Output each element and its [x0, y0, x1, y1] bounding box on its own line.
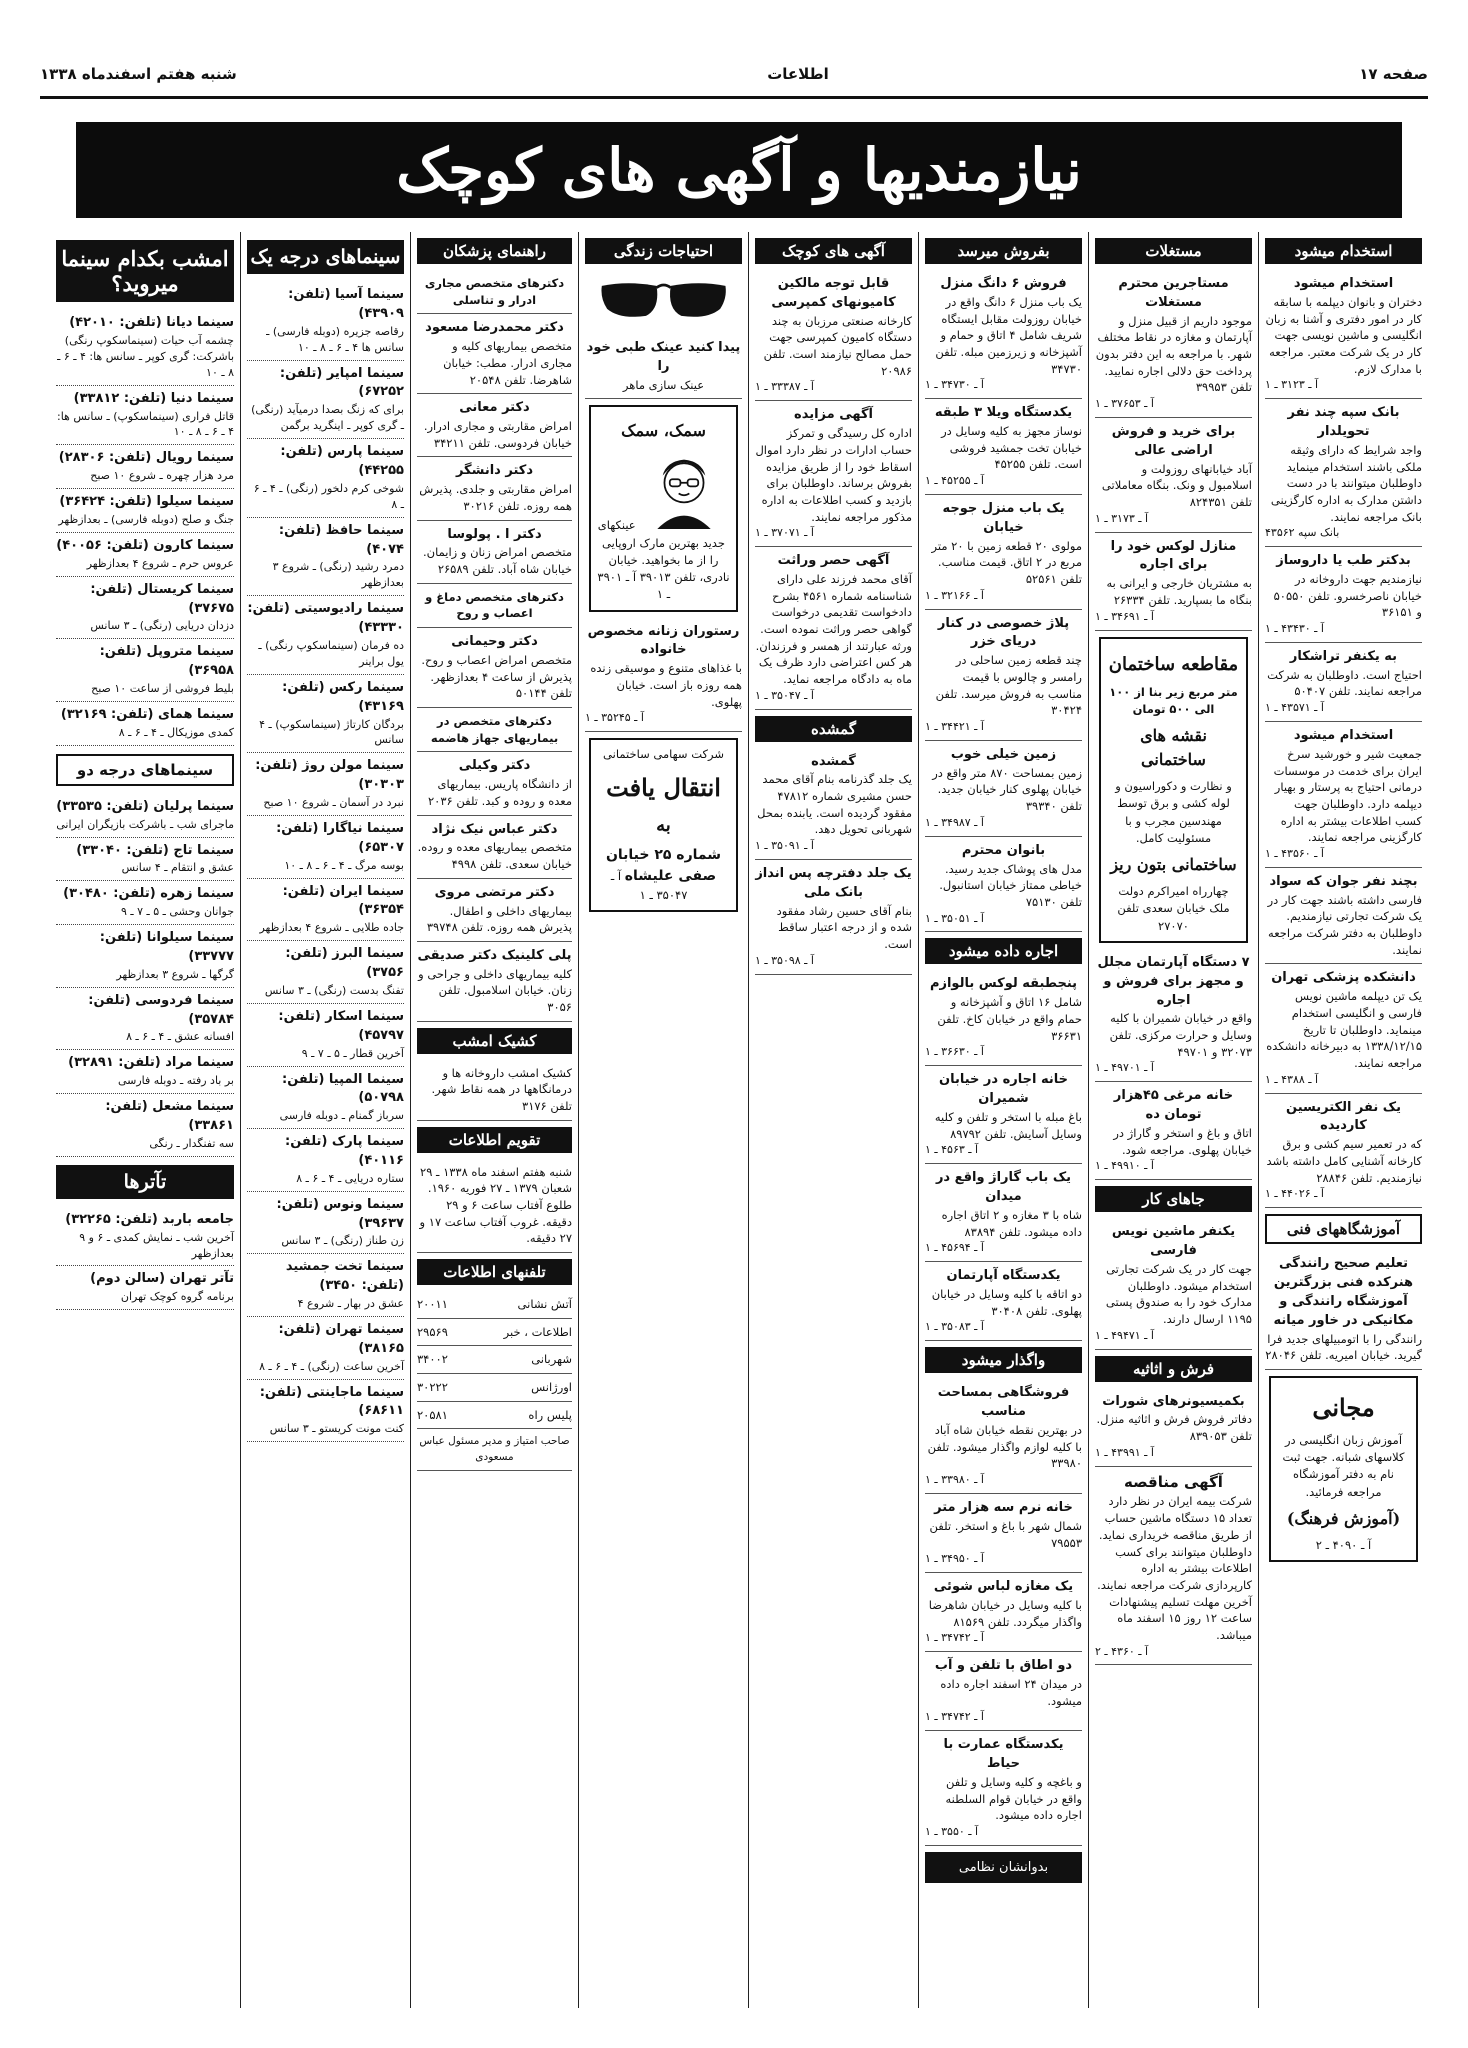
- ad-item: خانه نرم سه هزار متر شمال شهر با باغ و استخر. تلفن ۷۹۵۵۳ آ ـ ۳۴۹۵۰ ـ ۱: [925, 1494, 1082, 1573]
- cinema-section-title: سینماهای درجه دو: [56, 754, 234, 786]
- cinema-listing: سینما تخت جمشید (تلفن: ۳۴۵۰) عشق در بهار ـ شروع ۴: [247, 1254, 404, 1317]
- ad-item: یک باب منزل جوجه خیابان مولوی ۲۰ قطعه زمین با ۲۰ متر مربع در ۲ اتاق. قیمت مناسب. تلفن ۵۲۵۶۱ آ ـ ۳۲۱۶۶ ـ ۱: [925, 495, 1082, 610]
- column-life-needs: [578, 232, 748, 2008]
- ad-columns: [40, 232, 1428, 2008]
- section-heading: گمشده: [755, 716, 912, 742]
- ad-item: یکدستگاه ویلا ۳ طبقه نوساز مجهز به کلیه وسایل در خیابان تخت جمشید فروشی است. تلفن ۴۵۲۵۵ آ ـ ۴۵۲۵۵ ـ ۱: [925, 399, 1082, 495]
- optician-ad-box: سمک، سمک عینکهای جدید بهترین مارک اروپایی را از ما بخواهید. خیابان نادری، تلفن ۳۹۰۱۳ آ ـ ۳۹۰۱ ـ ۱: [589, 405, 738, 611]
- phone-row: پلیس راه ۲۰۵۸۱: [417, 1402, 572, 1430]
- paper-name: اطلاعات: [767, 65, 829, 83]
- cinema-listing: سینما ونوس (تلفن: ۳۹۶۳۷) زن طناز (رنگی) ـ ۳ سانس: [247, 1192, 404, 1255]
- ad-item: زمین خیلی خوب زمین بمساحت ۸۷۰ متر واقع در خیابان پهلوی کنار خیابان جدید. تلفن ۳۹۳۴۰ آ ـ ۳۴۹۸۷ ـ ۱: [925, 741, 1082, 837]
- cinema-listing: سینما نیاگارا (تلفن: ۶۵۳۰۷) بوسه مرگ ـ ۴ ـ ۶ ـ ۸ ـ ۱۰: [247, 816, 404, 879]
- cinema-listing: سینما المپیا (تلفن: ۵۰۷۹۸) سرباز گمنام ـ دوبله فارسی: [247, 1067, 404, 1130]
- column-heading: آگهی های کوچک: [755, 238, 912, 264]
- ad-item: یکدستگاه عمارت با حیاط و باغچه و کلیه وسایل و تلفن واقع در خیابان قوام السلطنه اجاره داده میشود. آ ـ ۳۵۵۰ ـ ۱: [925, 1731, 1082, 1846]
- doctor-item: دکتر دانشگر امراض مقاربتی و جلدی. پذیرش همه روزه. تلفن ۳۰۲۱۶: [417, 457, 572, 520]
- page-header: [40, 62, 1428, 86]
- ad-item: یکدستگاه آپارتمان دو اتاقه با کلیه وسایل در خیابان پهلوی. تلفن ۳۰۴۰۸ آ ـ ۳۵۰۸۳ ـ ۱: [925, 1262, 1082, 1341]
- ad-item: آگهی حصر وراثت آقای محمد فرزند علی دارای شناسنامه شماره ۴۵۶۱ بشرح دادخواست تقدیمی درخواست گواهی حصر وراثت نموده است. ورثه عبارتند از همسر و فرزندان. هر کس اعتراضی دارد ظرف یک ماه به دادگاه مراجعه نماید. آ ـ ۳۵۰۴۷ ـ ۱: [755, 547, 912, 709]
- cinema-listing: سینما رادیوسیتی (تلفن: ۴۳۳۳۰) ده فرمان (سینماسکوپ رنگی) ـ یول براینر: [247, 596, 404, 675]
- doctor-item: دکتر وحیمانی متخصص امراض اعصاب و روح. پذیرش از ساعت ۴ بعدازظهر. تلفن ۵۰۱۴۴: [417, 628, 572, 708]
- column-small-ads: [748, 232, 918, 2008]
- cinema-listing: سینما فردوسی (تلفن: ۳۵۷۸۴) افسانه عشق ـ ۴ ـ ۶ ـ ۸: [56, 988, 234, 1051]
- cinema-listing: سینما امپایر (تلفن: ۶۷۲۵۲) برای که زنگ بصدا درمیآید (رنگی) ـ گری کوپر ـ اینگرید برگمن: [247, 361, 404, 440]
- ad-item: بانک سپه چند نفر تحویلدار واجد شرایط که دارای وثیقه ملکی باشند استخدام مینماید داوطلبان میتوانند با در دست داشتن مدارک به اداره کارگزینی بانک مراجعه نمایند. بانک سپه ۴۳۵۶۲: [1265, 399, 1422, 547]
- ad-item: بکمیسیونرهای شورات دفاتر فروش فرش و اثاثیه منزل. تلفن ۸۳۹۰۵۳ آ ـ ۴۳۹۹۱ ـ ۱: [1095, 1388, 1252, 1467]
- section-subheading: دکترهای متخصص مجاری ادرار و تناسلی: [417, 270, 572, 314]
- section-heading: واگذار میشود: [925, 1347, 1082, 1373]
- ad-item: استخدام میشود جمعیت شیر و خورشید سرخ ایران برای خدمت در موسسات درمانی احتیاج به پرستار و بهیار دیپلمه دارد. داوطلبان جهت کسب اطلاعات بیشتر به اداره کارگزینی مراجعه نمایند. آ ـ ۴۳۵۶۰ ـ ۱: [1265, 722, 1422, 868]
- cinema-listing: سینما رکس (تلفن: ۴۳۱۶۹) بردگان کارتاژ (سینماسکوپ) ـ ۴ سانس: [247, 675, 404, 754]
- doctor-item: دکتر محمدرضا مسعود متخصص بیماریهای کلیه و مجاری ادرار. مطب: خیابان شاهرضا. تلفن ۲۰۵۴۸: [417, 314, 572, 394]
- main-banner: [76, 122, 1402, 218]
- ad-item: مستاجرین محترم مستغلات موجود داریم از قبیل منزل و آپارتمان و مغازه در نقاط مختلف شهر. با مراجعه به این دفتر بدون پرداخت حق دلالی اجاره نمایید. تلفن ۳۹۹۵۳ آ ـ ۳۷۶۵۳ ـ ۱: [1095, 270, 1252, 418]
- cinema-listing: سینما حافظ (تلفن: ۴۰۷۴) دمرد رشید (رنگی) ـ شروع ۳ بعدازظهر: [247, 518, 404, 597]
- page-number: صفحه ۱۷: [1359, 65, 1428, 83]
- column-real-estate: [1088, 232, 1258, 2008]
- column-employment: [1258, 232, 1428, 2008]
- ad-item: دانشکده پزشکی تهران یک تن دیپلمه ماشین نویس فارسی و انگلیسی استخدام مینماید. داوطلبان تا تاریخ ۱۳۳۸/۱۲/۱۵ به دبیرخانه دانشکده مراجعه نمایند. آ ـ ۴۳۸۸ ـ ۱: [1265, 964, 1422, 1093]
- section-subheading: دکترهای متخصص در بیماریهای جهاز هاضمه: [417, 708, 572, 752]
- section-heading: تقویم اطلاعات: [417, 1127, 572, 1153]
- ad-item: بدکتر طب یا داروساز نیازمندیم جهت داروخانه در خیابان ناصرخسرو. تلفن ۵۰۵۵۰ و ۳۶۱۵۱ آ ـ ۴۳۴۳۰ ـ ۱: [1265, 547, 1422, 643]
- phone-row: اورژانس ۳۰۲۲۲: [417, 1374, 572, 1402]
- eyeglasses-icon: [593, 270, 734, 330]
- cinema-listing: سینما اسکار (تلفن: ۴۵۷۹۷) آخرین قطار ـ ۵ ـ ۷ ـ ۹: [247, 1004, 404, 1067]
- theater-section-title: تآترها: [56, 1165, 234, 1199]
- ad-item: دو اطاق با تلفن و آب در میدان ۲۴ اسفند اجاره داده میشود. آ ـ ۳۴۷۴۲ ـ ۱: [925, 1652, 1082, 1731]
- ad-item: برای خرید و فروش اراضی عالی آباد خیابانهای روزولت و اسلامبول و ونک. بنگاه معاملاتی تلفن ۸۲۴۳۵۱ آ ـ ۳۱۷۳ ـ ۱: [1095, 418, 1252, 533]
- ad-item: یک مغازه لباس شوئی با کلیه وسایل در خیابان شاهرضا واگذار میگردد. تلفن ۸۱۵۶۹ آ ـ ۳۴۷۴۲ ـ ۱: [925, 1573, 1082, 1652]
- ad-item: تعلیم صحیح رانندگی هنرکده فنی بزرگترین آموزشگاه رانندگی و مکانیکی در خاور میانه رانندگی را با اتومبیلهای جدید فرا گیرید. خیابان امیریه. تلفن ۲۸۰۴۶: [1265, 1250, 1422, 1370]
- column-heading: مستغلات: [1095, 238, 1252, 264]
- cinema-listing: سینما ماجاینتی (تلفن: ۶۸۶۱۱) کنت مونت کریستو ـ ۳ سانس: [247, 1380, 404, 1443]
- ad-item: پیدا کنید عینک طبی خود را عینک سازی ماهر: [585, 334, 742, 399]
- ad-item: یک باب گاراژ واقع در میدان شاه با ۳ مغازه و ۲ اتاق اجاره داده میشود. تلفن ۸۳۸۹۴ آ ـ ۴۵۶۹۴ ـ ۱: [925, 1164, 1082, 1262]
- night-duty-text: کشیک امشب داروخانه ها و درمانگاهها در همه نقاط شهر. تلفن ۳۱۷۶: [417, 1060, 572, 1121]
- doctor-item: دکتر معانی امراض مقاربتی و مجاری ادرار. خیابان فردوسی. تلفن ۳۴۲۱۱: [417, 394, 572, 457]
- section-heading: کشیک امشب: [417, 1028, 572, 1054]
- cinema-listing: سینما کارون (تلفن: ۴۰۰۵۶) عروس حرم ـ شروع ۴ بعدازظهر: [56, 533, 234, 577]
- ad-item: بچند نفر جوان که سواد فارسی داشته باشند جهت کار در یک شرکت تجارتی نیازمندیم. داوطلبان به دفتر شرکت مراجعه نمایند.: [1265, 868, 1422, 965]
- relocation-notice: شرکت سهامی ساختمانی انتقال یافت به شماره ۲۵ خیابان صفی علیشاه آ ـ ۳۵۰۴۷ ـ ۱: [589, 738, 738, 912]
- column-heading: استخدام میشود: [1265, 238, 1422, 264]
- section-heading: فرش و اثاثیه: [1095, 1356, 1252, 1382]
- free-course-box: مجانی آموزش زبان انگلیسی در کلاسهای شبانه. جهت ثبت نام به دفتر آموزشگاه مراجعه فرمائید. (آموزش فرهنگ) آ ـ ۴۰۹۰ ـ ۲: [1269, 1376, 1418, 1562]
- cinema-listing: سینما متروپل (تلفن: ۳۶۹۵۸) بلیط فروشی از ساعت ۱۰ صبح: [56, 639, 234, 702]
- ad-item: استخدام میشود دختران و بانوان دیپلمه با سابقه کار در امور دفتری و آشنا به زبان انگلیسی و ماشین نویسی جهت کار در یک شرکت معتبر. مراجعه با مدارک لازم. آ ـ ۳۱۲۳ ـ ۱: [1265, 270, 1422, 399]
- cinema-listing: سینما رویال (تلفن: ۲۸۳۰۶) مرد هزار چهره ـ شروع ۱۰ صبح: [56, 445, 234, 489]
- ad-item: ۷ دستگاه آپارتمان مجلل و مجهز برای فروش و اجاره واقع در خیابان شمیران با کلیه وسایل و حرارت مرکزی. تلفن ۳۲۰۷۳ و ۴۹۷۰۱ آ ـ ۴۹۷۰۱ ـ ۱: [1095, 949, 1252, 1082]
- publisher-credit: صاحب امتیاز و مدیر مسئول عباس مسعودی: [417, 1429, 572, 1470]
- calendar-text: شنبه هفتم اسفند ماه ۱۳۳۸ ـ ۲۹ شعبان ۱۳۷۹ ـ ۲۷ فوریه ۱۹۶۰. طلوع آفتاب ساعت ۶ و ۲۹ دقیقه. غروب آفتاب ساعت ۱۷ و ۲۷ دقیقه.: [417, 1159, 572, 1253]
- cinema-listing: سینما آسیا (تلفن: ۴۳۹۰۹) رقاصه جزیره (دوبله فارسی) ـ سانس ها ۴ ـ ۶ ـ ۸ ـ ۱۰: [247, 282, 404, 361]
- ad-item: پنجطبقه لوکس بالوازم شامل ۱۶ اتاق و آشپزخانه و حمام واقع در خیابان کاخ. تلفن ۳۶۶۳۱ آ ـ ۳۶۶۳۰ ـ ۱: [925, 970, 1082, 1066]
- column-heading: راهنمای پزشکان: [417, 238, 572, 264]
- ad-item: خانه مرغی ۴۵هزار تومان ده اتاق و باغ و استخر و گاراژ در خیابان پهلوی. مراجعه شود. آ ـ ۴۹۹۱۰ ـ ۱: [1095, 1082, 1252, 1180]
- cinema-guide-heading: امشب بکدام سینما میروید؟: [56, 240, 234, 302]
- ad-item: خانه اجاره در خیابان شمیران باغ مبله با استخر و تلفن و کلیه وسایل آسایش. تلفن ۸۹۷۹۲ آ ـ ۴۵۶۳ ـ ۱: [925, 1066, 1082, 1164]
- cinema-listing: سینما پارک (تلفن: ۴۰۱۱۶) ستاره دریایی ـ ۴ ـ ۶ ـ ۸: [247, 1129, 404, 1192]
- column-cinemas: [50, 232, 240, 2008]
- cinema-listing: سینما کریستال (تلفن: ۳۷۶۷۵) دزدان دریایی (رنگی) ـ ۳ سانس: [56, 577, 234, 640]
- section-subheading: دکترهای متخصص دماغ و اعصاب و روح: [417, 584, 572, 628]
- doctor-item: دکتر عباس نیک نژاد متخصص بیماریهای معده و روده. خیابان سعدی. تلفن ۴۹۹۸: [417, 816, 572, 879]
- cinema-listing: سینما سیلوانا (تلفن: ۳۳۷۷۷) گرگها ـ شروع ۳ بعدازظهر: [56, 925, 234, 988]
- phone-row: اطلاعات ، خبر ۲۹۵۶۹: [417, 1319, 572, 1347]
- ad-item: منازل لوکس خود را برای اجاره به مشتریان خارجی و ایرانی به بنگاه ما بسپارید. تلفن ۲۶۳۳۴ آ ـ ۳۴۶۹۱ ـ ۱: [1095, 533, 1252, 631]
- column-heading: بفروش میرسد: [925, 238, 1082, 264]
- cinema-listing: سینما پرلیان (تلفن: ۳۳۵۳۵) ماجرای شب ـ باشرکت بازیگران ایرانی: [56, 794, 234, 838]
- cinema-listing: سینما البرز (تلفن: ۳۷۵۶) تفنگ بدست (رنگی) ـ ۳ سانس: [247, 941, 404, 1004]
- cinema-listing: سینما دنیا (تلفن: ۳۳۸۱۲) قاتل فراری (سینماسکوپ) ـ سانس ها: ۴ ـ ۶ ـ ۸ ـ ۱۰: [56, 386, 234, 446]
- ad-item: یک جلد دفترچه پس انداز بانک ملی بنام آقای حسین رشاد مفقود شده و از درجه اعتبار ساقط است. آ ـ ۳۵۰۹۸ ـ ۱: [755, 860, 912, 975]
- issue-date: شنبه هفتم اسفندماه ۱۳۳۸: [40, 65, 237, 83]
- cinema-listing: سینما زهره (تلفن: ۳۰۴۸۰) جوانان وحشی ـ ۵ ـ ۷ ـ ۹: [56, 881, 234, 925]
- ad-item: فروش ۶ دانگ منزل یک باب منزل ۶ دانگ واقع در خیابان روزولت مقابل ایستگاه شریف شامل ۴ اتاق و حمام و آشپزخانه و زیرزمین مبله. تلفن ۳۴۷۳۰ آ ـ ۳۴۷۳۰ ـ ۱: [925, 270, 1082, 399]
- ad-item: رستوران زنانه مخصوص خانواده با غذاهای متنوع و موسیقی زنده همه روزه باز است. خیابان پهلوی. آ ـ ۳۵۲۴۵ ـ ۱: [585, 618, 742, 733]
- column-doctors: [410, 232, 578, 2008]
- section-heading: اجاره داده میشود: [925, 938, 1082, 964]
- cinema-listing: سینما سیلوا (تلفن: ۳۶۴۲۴) جنگ و صلح (دوبله فارسی) ـ بعدازظهر: [56, 489, 234, 533]
- woman-with-glasses-icon: [639, 449, 729, 529]
- cinema-listing: سینما همای (تلفن: ۳۲۱۶۹) کمدی موزیکال ـ ۴ ـ ۶ ـ ۸: [56, 702, 234, 746]
- construction-contract-box: مقاطعه ساختمان متر مربع زیر بنا از ۱۰۰ الی ۵۰۰ تومان نقشه های ساختمانی و نظارت و دکوراسیون و لوله کشی و برق توسط مهندسین مجرب و با مسئولیت کامل. ساختمانی بتون ریز چهارراه امیراکرم دولت ملک خیابان سعدی تلفن ۲۷۰۷۰: [1099, 637, 1248, 943]
- cinema-listing: سینما دیانا (تلفن: ۴۲۰۱۰) چشمه آب حیات (سینماسکوپ رنگی) باشرکت: گری کوپر ـ سانس ها: ۴ ـ ۶ ـ ۸ ـ ۱۰: [56, 310, 234, 386]
- ad-item: آگهی مزایده اداره کل رسیدگی و تمرکز حساب ادارات در نظر دارد اموال اسقاط خود را از طریق مزایده بفروش برساند. داوطلبان برای بازدید و کسب اطلاعات به اداره مذکور مراجعه نمایند. آ ـ ۳۷۰۷۱ ـ ۱: [755, 401, 912, 547]
- ad-item: بانوان محترم مدل های پوشاک جدید رسید. خیاطی ممتاز خیابان استانبول. تلفن ۷۵۱۳۰ آ ـ ۳۵۰۵۱ ـ ۱: [925, 837, 1082, 933]
- cinema-listing: سینما ایران (تلفن: ۳۶۳۵۴) جاده طلایی ـ شروع ۴ بعدازظهر: [247, 879, 404, 942]
- phone-row: آتش نشانی ۲۰۰۱۱: [417, 1291, 572, 1319]
- theater-listing: جامعه باربد (تلفن: ۳۲۲۶۵) آخرین شب ـ نمایش کمدی ـ ۶ و ۹ بعدازظهر: [56, 1207, 234, 1267]
- ad-item: قابل توجه مالکین کامیونهای کمپرسی کارخانه صنعتی مرزبان به چند دستگاه کامیون کمپرسی جهت حمل مصالح نیازمند است. تلفن ۲۰۹۸۶ آ ـ ۳۳۳۸۷ ـ ۱: [755, 270, 912, 401]
- ad-item: به یکنفر تراشکار احتیاج است. داوطلبان به شرکت مراجعه نمایند. تلفن ۵۰۴۰۷ آ ـ ۴۳۵۷۱ ـ ۱: [1265, 643, 1422, 722]
- ad-item: پلاژ خصوصی در کنار دریای خزر چند قطعه زمین ساحلی در رامسر و چالوس با قیمت مناسب به فروش میرسد. تلفن ۳۰۴۲۴ آ ـ ۳۴۴۲۱ ـ ۱: [925, 610, 1082, 741]
- phone-row: شهربانی ۳۴۰۰۲: [417, 1346, 572, 1374]
- doctor-item: دکتر وکیلی از دانشگاه پاریس. بیماریهای معده و روده و کبد. تلفن ۲۰۳۶: [417, 752, 572, 815]
- ad-item: فروشگاهی بمساحت مناسب در بهترین نقطه خیابان شاه آباد با کلیه لوازم واگذار میشود. تلفن ۳۳۹۸۰ آ ـ ۳۳۹۸۰ ـ ۱: [925, 1379, 1082, 1494]
- column-heading: احتیاجات زندگی: [585, 238, 742, 264]
- section-heading: تلفنهای اطلاعات: [417, 1259, 572, 1285]
- header-rule: [40, 96, 1428, 99]
- cinema-listing: سینما تهران (تلفن: ۳۸۱۶۵) آخرین ساعت (رنگی) ـ ۴ ـ ۶ ـ ۸: [247, 1317, 404, 1380]
- doctor-item: دکتر مرتضی مروی بیماریهای داخلی و اطفال. پذیرش همه روزه. تلفن ۳۹۷۴۸: [417, 879, 572, 942]
- ad-item: یک نفر الکتریسین کاردیده که در تعمیر سیم کشی و برق کارخانه آشنایی کامل داشته باشد نیازمندیم. تلفن ۲۸۸۴۶ آ ـ ۴۴۰۲۶ ـ ۱: [1265, 1094, 1422, 1209]
- cinema-listing: سینما پارس (تلفن: ۴۴۲۵۵) شوخی کرم دلخور (رنگی) ـ ۴ ـ ۶ ـ ۸: [247, 439, 404, 518]
- tender-notice: آگهی مناقصه شرکت بیمه ایران در نظر دارد تعداد ۱۵ دستگاه ماشین حساب از طریق مناقصه خریداری نماید. داوطلبان میتوانند برای کسب اطلاعات بیشتر به اداره کارپردازی شرکت مراجعه نمایند. آخرین مهلت تسلیم پیشنهادات ساعت ۱۲ روز ۱۵ اسفند ماه میباشد. آ ـ ۴۳۶۰ ـ ۲: [1095, 1467, 1252, 1666]
- cinema-listing: سینما مولن روژ (تلفن: ۳۰۳۰۳) نبرد در آسمان ـ شروع ۱۰ صبح: [247, 753, 404, 816]
- doctor-item: پلی کلینیک دکتر صدیقی کلیه بیماریهای داخلی و جراحی و زنان. خیابان اسلامبول. تلفن ۳۰۵۶: [417, 942, 572, 1022]
- cinema-listing: سینما تاج (تلفن: ۳۳۰۴۰) عشق و انتقام ـ ۴ سانس: [56, 838, 234, 882]
- column-cinemas-2: [240, 232, 410, 2008]
- section-heading: آموزشگاههای فنی: [1265, 1214, 1422, 1244]
- banner-title: نیازمندیها و آگهی های کوچک: [396, 136, 1082, 204]
- section-heading: جاهای کار: [1095, 1186, 1252, 1212]
- ad-item: یکنفر ماشین نویس فارسی جهت کار در یک شرکت تجارتی استخدام میشود. داوطلبان مدارک خود را به صندوق پستی ۱۱۹۵ ارسال دارند. آ ـ ۴۹۴۷۱ ـ ۱: [1095, 1218, 1252, 1349]
- cinema-listing: سینما مشعل (تلفن: ۳۳۸۶۱) سه تفنگدار ـ رنگی: [56, 1094, 234, 1157]
- doctor-item: دکتر ا . پولوسا متخصص امراض زنان و زایمان. خیابان شاه آباد. تلفن ۲۶۵۸۹: [417, 521, 572, 584]
- ad-item: گمشده یک جلد گذرنامه بنام آقای محمد حسن مشیری شماره ۴۷۸۱۲ مفقود گردیده است. یابنده بمحل شهربانی تحویل دهد. آ ـ ۳۵۰۹۱ ـ ۱: [755, 748, 912, 860]
- cinema-section-title: سینماهای درجه یک: [247, 240, 404, 274]
- cinema-listing: سینما مراد (تلفن: ۳۲۸۹۱) بر باد رفته ـ دوبله فارسی: [56, 1050, 234, 1094]
- theater-listing: تآتر تهران (سالن دوم) برنامه گروه کوچک تهران: [56, 1266, 234, 1310]
- column-for-sale: [918, 232, 1088, 2008]
- military-ad-banner: بدوانشان نظامی: [925, 1852, 1082, 1883]
